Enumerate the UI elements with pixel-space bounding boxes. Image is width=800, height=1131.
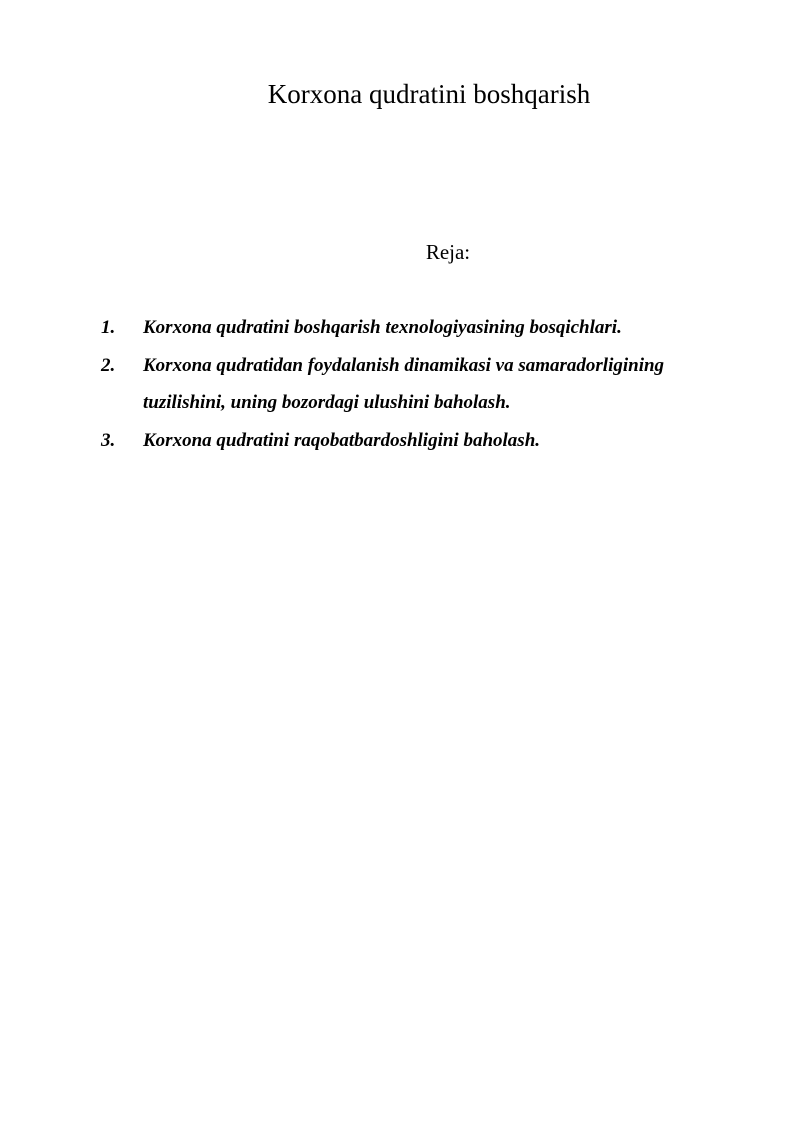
- plan-item-text: Korxona qudratini boshqarish texnologiyasining bosqichlari.: [143, 317, 622, 338]
- plan-list: [101, 309, 751, 459]
- plan-item-text: Korxona qudratini raqobatbardoshligini baholash.: [143, 429, 541, 451]
- plan-item-text: Korxona qudratidan foydalanish dinamikasi va samaradorligining tuzilishini, uning bozordagi ulushini baholash.: [143, 354, 665, 413]
- plan-item-number: 3.: [101, 429, 116, 451]
- plan-item-number: 2.: [101, 354, 116, 376]
- plan-item-number: 1.: [101, 317, 116, 338]
- document-title: Korxona qudratini boshqarish: [267, 79, 591, 109]
- plan-heading: Reja:: [425, 240, 471, 264]
- plan-item: [101, 309, 751, 347]
- plan-item: [101, 347, 751, 422]
- plan-item: [101, 422, 751, 460]
